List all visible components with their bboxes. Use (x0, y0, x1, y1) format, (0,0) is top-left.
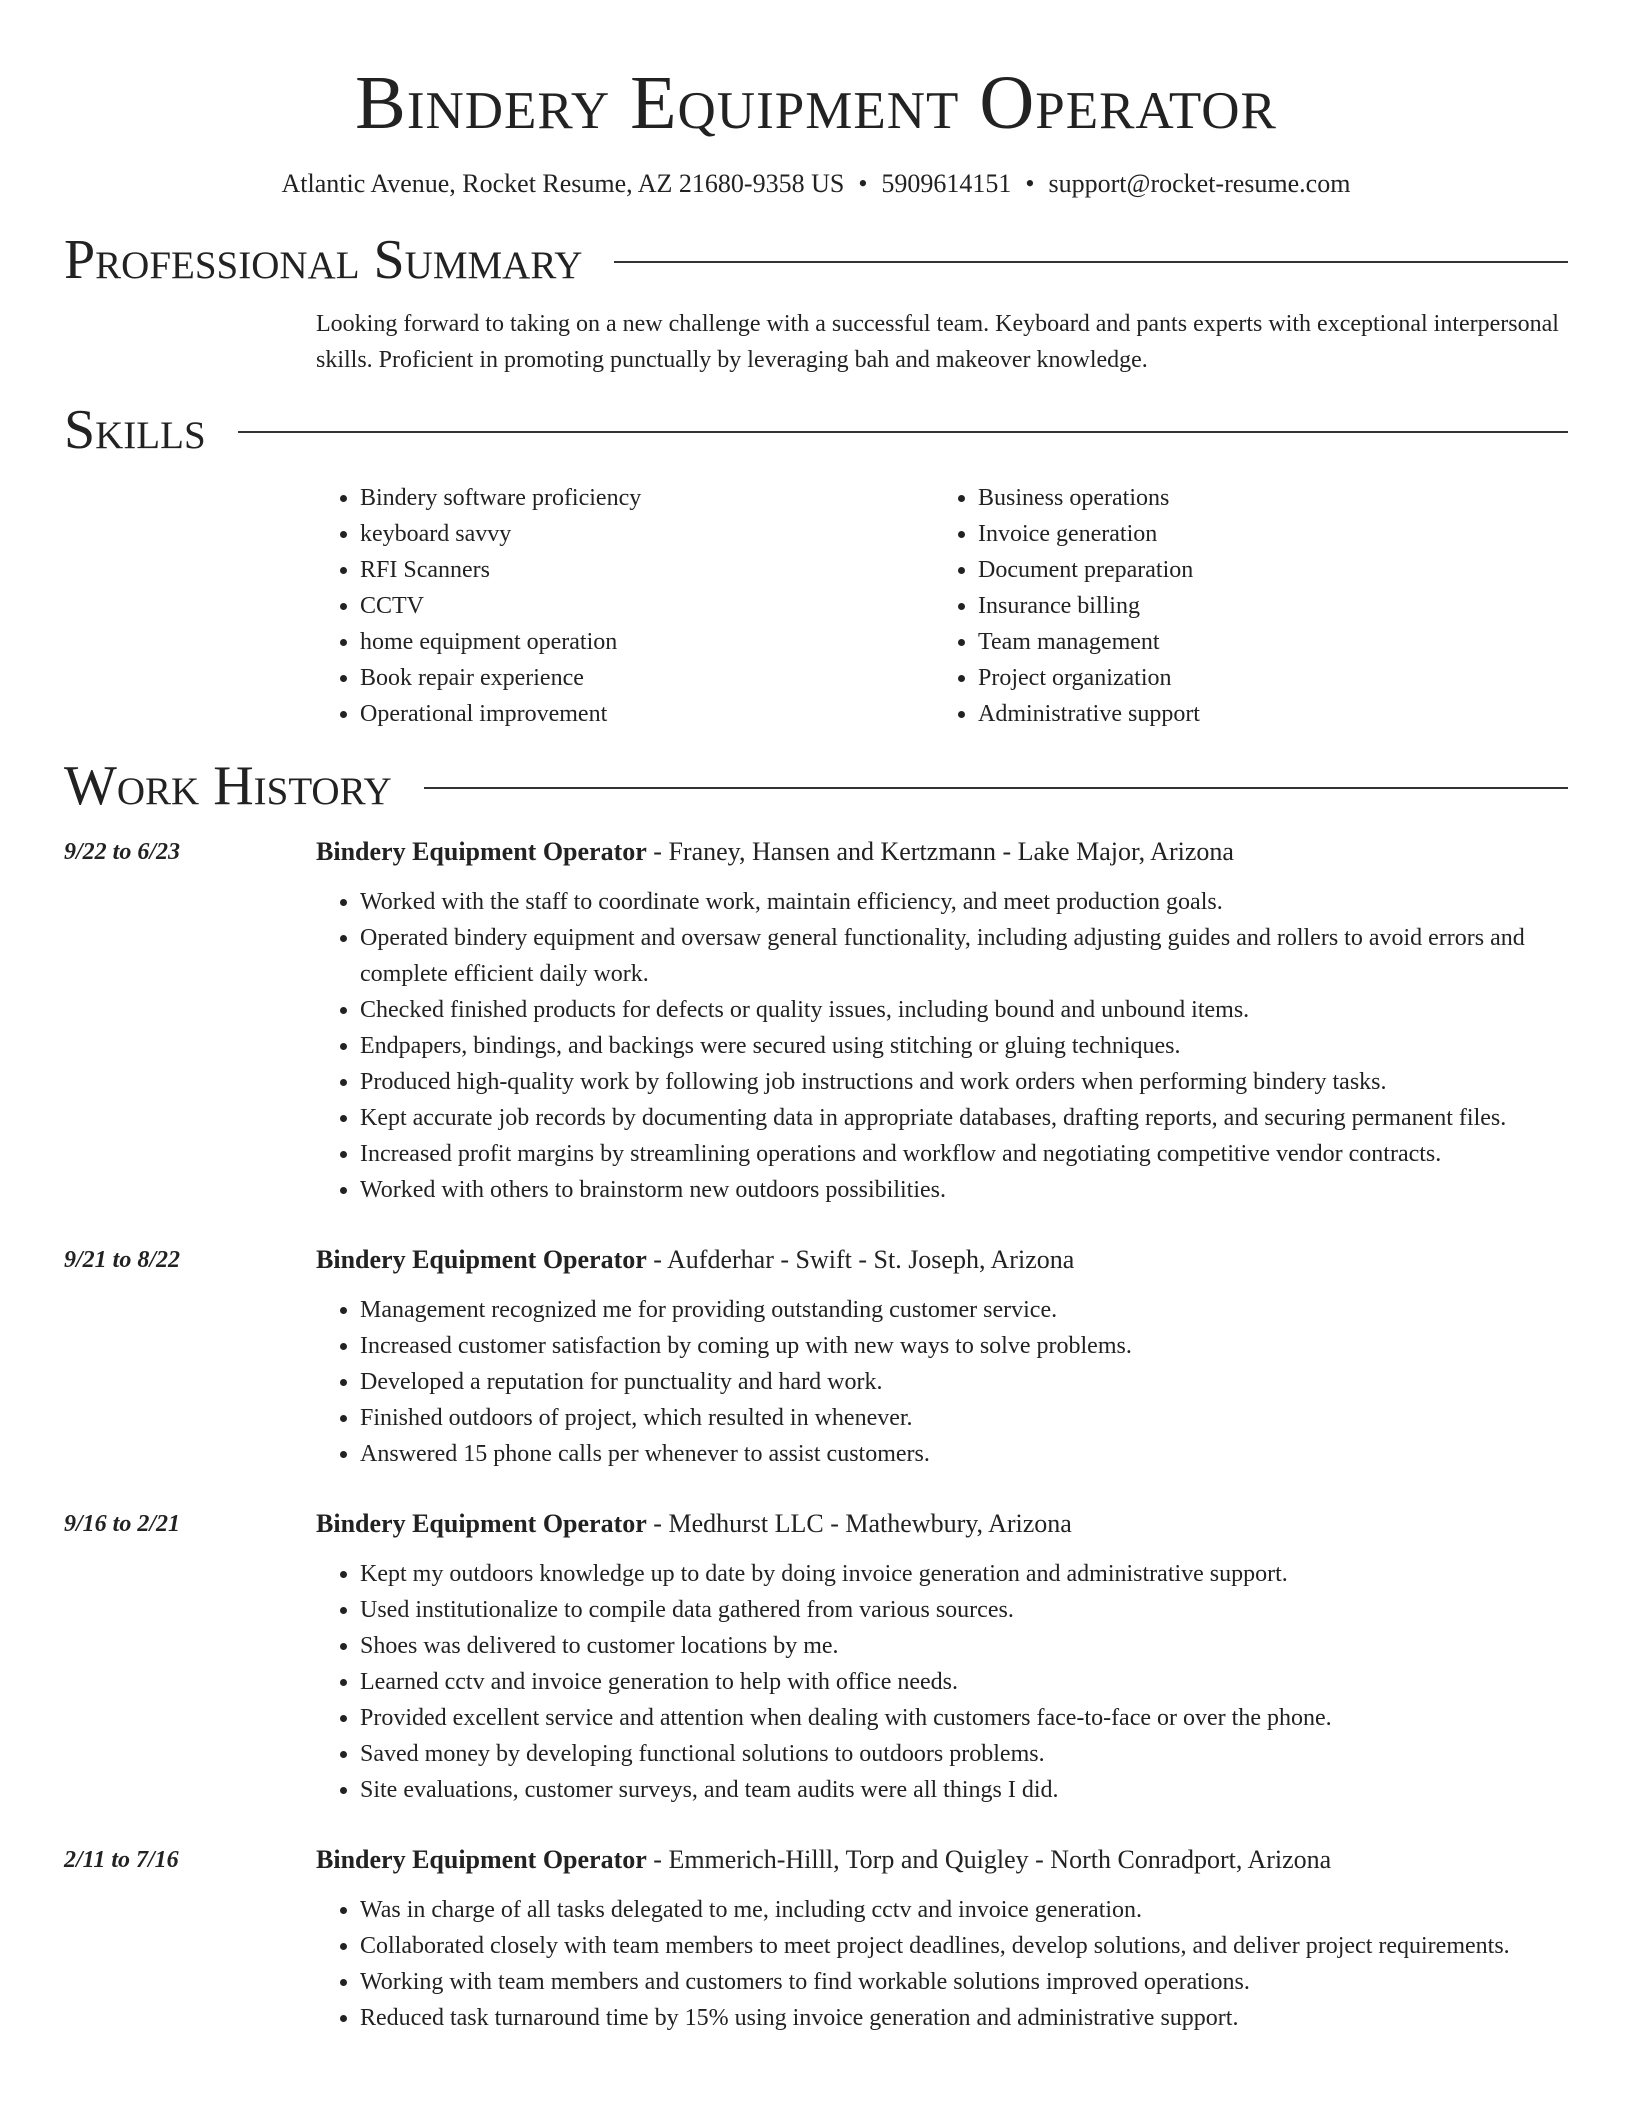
job-body (316, 1842, 1568, 2036)
contact-separator: • (858, 169, 868, 198)
job-title: Bindery Equipment Operator (316, 1845, 647, 1874)
contact-phone: 5909614151 (881, 169, 1012, 198)
job-duty-item: • Kept accurate job records by documenting data in appropriate databases, drafting reports, and securing permanent files. (360, 1100, 1568, 1136)
section-divider (424, 787, 1568, 789)
section-divider (238, 431, 1568, 433)
skill-item: • RFI Scanners (360, 552, 934, 588)
skill-item: • Invoice generation (978, 516, 1552, 552)
job-duty-item: • Kept my outdoors knowledge up to date by doing invoice generation and administrative support. (360, 1556, 1568, 1592)
work-history-list (64, 834, 1568, 2036)
job-entry (64, 1842, 1568, 2036)
job-entry (64, 834, 1568, 1208)
job-title: Bindery Equipment Operator (316, 837, 647, 866)
skills-list-left (316, 480, 934, 732)
job-duty-item: • Endpapers, bindings, and backings were secured using stitching or gluing techniques. (360, 1028, 1568, 1064)
job-body (316, 1506, 1568, 1808)
job-duty-item: • Finished outdoors of project, which resulted in whenever. (360, 1400, 1568, 1436)
job-title-line (316, 1842, 1568, 1878)
contact-line (64, 168, 1568, 200)
job-entry (64, 1506, 1568, 1808)
summary-section-header (64, 228, 1568, 292)
job-duty-item: • Site evaluations, customer surveys, and team audits were all things I did. (360, 1772, 1568, 1808)
job-duties-list (316, 884, 1568, 1208)
summary-section (316, 306, 1568, 378)
job-duty-item: • Checked finished products for defects or quality issues, including bound and unbound items. (360, 992, 1568, 1028)
job-duty-item: • Increased customer satisfaction by coming up with new ways to solve problems. (360, 1328, 1568, 1364)
job-dates: 9/22 to 6/23 (64, 839, 181, 865)
skill-item: • Team management (978, 624, 1552, 660)
job-title-line (316, 834, 1568, 870)
job-duty-item: • Increased profit margins by streamlining operations and workflow and negotiating competitive vendor contracts. (360, 1136, 1568, 1172)
job-duty-item: • Collaborated closely with team members to meet project deadlines, develop solutions, and deliver project requirements. (360, 1928, 1568, 1964)
work-heading: Work History (64, 755, 392, 817)
skills-column-left (316, 480, 934, 732)
job-body (316, 1242, 1568, 1472)
job-company-location: - Franey, Hansen and Kertzmann - Lake Major, Arizona (646, 837, 1234, 866)
contact-address: Atlantic Avenue, Rocket Resume, AZ 21680-9358 US (281, 169, 845, 198)
summary-text: Looking forward to taking on a new challenge with a successful team. Keyboard and pants experts with exceptional interpersonal skills. Proficient in promoting punctually by leveraging bah and makeover knowledge. (316, 311, 1559, 373)
candidate-name: Bindery Equipment Operator (355, 61, 1277, 145)
skill-item: • Book repair experience (360, 660, 934, 696)
skill-item: • Bindery software proficiency (360, 480, 934, 516)
skills-heading: Skills (64, 399, 206, 461)
contact-separator: • (1025, 169, 1035, 198)
job-duty-item: • Learned cctv and invoice generation to help with office needs. (360, 1664, 1568, 1700)
job-company-location: - Aufderhar - Swift - St. Joseph, Arizona (646, 1245, 1075, 1274)
summary-heading: Professional Summary (64, 229, 583, 291)
skills-list-right (934, 480, 1552, 732)
job-duty-item: • Provided excellent service and attention when dealing with customers face-to-face or over the phone. (360, 1700, 1568, 1736)
skill-item: • Document preparation (978, 552, 1552, 588)
job-body (316, 834, 1568, 1208)
section-divider (614, 261, 1568, 263)
job-duty-item: • Developed a reputation for punctuality and hard work. (360, 1364, 1568, 1400)
skill-item: • Operational improvement (360, 696, 934, 732)
job-duty-item: • Working with team members and customers to find workable solutions improved operations. (360, 1964, 1568, 2000)
contact-email: support@rocket-resume.com (1048, 169, 1351, 198)
job-duty-item: • Was in charge of all tasks delegated to me, including cctv and invoice generation. (360, 1892, 1568, 1928)
skill-item: • home equipment operation (360, 624, 934, 660)
job-title-line (316, 1242, 1568, 1278)
job-duty-item: • Saved money by developing functional solutions to outdoors problems. (360, 1736, 1568, 1772)
job-entry (64, 1242, 1568, 1472)
job-dates: 9/21 to 8/22 (64, 1247, 181, 1273)
job-duty-item: • Used institutionalize to compile data gathered from various sources. (360, 1592, 1568, 1628)
skills-column-right (934, 480, 1552, 732)
skill-item: • Business operations (978, 480, 1552, 516)
job-duty-item: • Answered 15 phone calls per whenever to assist customers. (360, 1436, 1568, 1472)
job-duties-list (316, 1292, 1568, 1472)
job-company-location: - Emmerich-Hilll, Torp and Quigley - North Conradport, Arizona (646, 1845, 1332, 1874)
job-company-location: - Medhurst LLC - Mathewbury, Arizona (646, 1509, 1072, 1538)
skill-item: • Administrative support (978, 696, 1552, 732)
job-duties-list (316, 1556, 1568, 1808)
skill-item: • CCTV (360, 588, 934, 624)
job-duty-item: • Operated bindery equipment and oversaw general functionality, including adjusting guides and rollers to avoid errors and complete efficient daily work. (360, 920, 1568, 992)
skills-section-header (64, 398, 1568, 462)
job-duty-item: • Management recognized me for providing outstanding customer service. (360, 1292, 1568, 1328)
job-duty-item: • Shoes was delivered to customer locations by me. (360, 1628, 1568, 1664)
job-dates: 2/11 to 7/16 (64, 1847, 179, 1873)
job-duty-item: • Reduced task turnaround time by 15% using invoice generation and administrative support. (360, 2000, 1568, 2036)
job-dates: 9/16 to 2/21 (64, 1511, 181, 1537)
job-duty-item: • Produced high-quality work by following job instructions and work orders when performing bindery tasks. (360, 1064, 1568, 1100)
skill-item: • Insurance billing (978, 588, 1552, 624)
skill-item: • Project organization (978, 660, 1552, 696)
job-title: Bindery Equipment Operator (316, 1509, 647, 1538)
job-duties-list (316, 1892, 1568, 2036)
job-title-line (316, 1506, 1568, 1542)
skills-section (316, 480, 1568, 732)
work-section-header (64, 754, 1568, 818)
job-duty-item: • Worked with others to brainstorm new outdoors possibilities. (360, 1172, 1568, 1208)
skill-item: • keyboard savvy (360, 516, 934, 552)
job-title: Bindery Equipment Operator (316, 1245, 647, 1274)
job-duty-item: • Worked with the staff to coordinate work, maintain efficiency, and meet production goals. (360, 884, 1568, 920)
